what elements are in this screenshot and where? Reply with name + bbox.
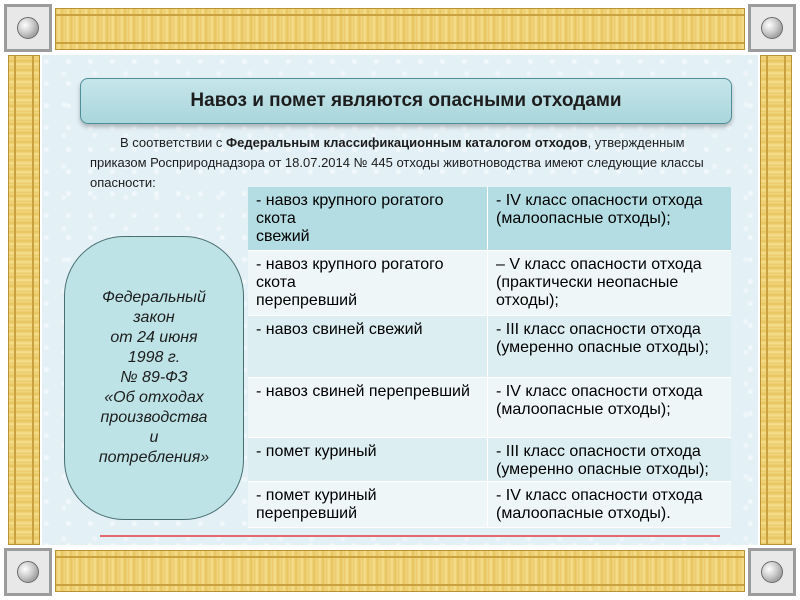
frame-right-bar [760, 55, 792, 545]
hazard-class-text: (малоопасные отходы); [496, 401, 671, 418]
hazard-class-text: - III класс опасности отхода [496, 443, 701, 460]
slide-title: Навоз и помет являются опасными отходами [190, 90, 622, 111]
intro-text-bold: Федеральным классификационным каталогом отходов [226, 135, 588, 150]
law-line: № 89-ФЗ [120, 369, 188, 386]
accent-line [100, 535, 720, 537]
hazard-class-text: – V класс опасности отхода [496, 256, 702, 273]
law-line: 1998 г. [127, 349, 181, 366]
waste-type-cell [248, 438, 488, 482]
waste-type-text: - навоз свиней перепревший [256, 383, 470, 400]
frame-corner-knob-icon [748, 548, 796, 596]
law-line: и [149, 429, 159, 446]
hazard-class-text: - III класс опасности отхода [496, 321, 701, 338]
table-row [248, 378, 731, 438]
hazard-class-text: (умеренно опасные отходы); [496, 461, 709, 478]
hazard-class-text: - IV класс опасности отхода [496, 192, 703, 209]
waste-type-text: - навоз крупного рогатого скота [256, 256, 444, 291]
table-row [248, 187, 731, 251]
frame-bottom-bar [55, 550, 745, 592]
hazard-class-text: - IV класс опасности отхода [496, 487, 703, 504]
hazard-class-text: (практически неопасные [496, 274, 679, 291]
waste-type-text: - навоз крупного рогатого скота [256, 192, 444, 227]
hazard-class-text: отходы); [496, 292, 559, 309]
waste-type-text: - навоз свиней свежий [256, 321, 423, 338]
title-box [80, 78, 732, 124]
waste-type-text: - помет куриный перепревший [256, 487, 377, 522]
intro-text-start: В соответствии с [120, 135, 227, 150]
waste-type-cell [248, 316, 488, 378]
hazard-class-cell [488, 251, 731, 316]
waste-type-text: - помет куриный [256, 443, 377, 460]
law-line: «Об отходах [104, 389, 204, 406]
table-row [248, 251, 731, 316]
hazard-class-cell [488, 378, 731, 438]
intro-text-end: , утвержденным приказом Росприроднадзора от 18.07.2014 № 445 отходы животноводства имеют следующие классы опасности: [90, 135, 704, 190]
hazard-class-text: (малоопасные отходы); [496, 210, 671, 227]
law-reference-oval [64, 236, 244, 520]
waste-type-text: свежий [256, 228, 310, 245]
law-line: закон [133, 309, 175, 326]
table-row [248, 316, 731, 378]
law-line: Федеральный [102, 289, 206, 306]
hazard-class-text: (малоопасные отходы). [496, 505, 671, 522]
frame-top-bar [55, 8, 745, 50]
law-line: производства [100, 409, 208, 426]
frame-corner-knob-icon [4, 548, 52, 596]
waste-type-cell [248, 482, 488, 528]
law-line: потребления» [98, 449, 210, 466]
intro-paragraph [90, 133, 740, 193]
hazard-class-cell [488, 438, 731, 482]
waste-type-cell [248, 187, 488, 251]
law-line: от 24 июня [110, 329, 198, 346]
hazard-class-text: - IV класс опасности отхода [496, 383, 703, 400]
frame-left-bar [8, 55, 40, 545]
table-row [248, 482, 731, 528]
hazard-class-cell [488, 316, 731, 378]
hazard-class-cell [488, 187, 731, 251]
hazard-class-cell [488, 482, 731, 528]
waste-type-cell [248, 251, 488, 316]
frame-corner-knob-icon [748, 4, 796, 52]
hazard-class-text: (умеренно опасные отходы); [496, 339, 709, 356]
waste-type-cell [248, 378, 488, 438]
waste-type-text: перепревший [256, 292, 358, 309]
law-reference-text [69, 288, 239, 468]
frame-corner-knob-icon [4, 4, 52, 52]
table-row [248, 438, 731, 482]
